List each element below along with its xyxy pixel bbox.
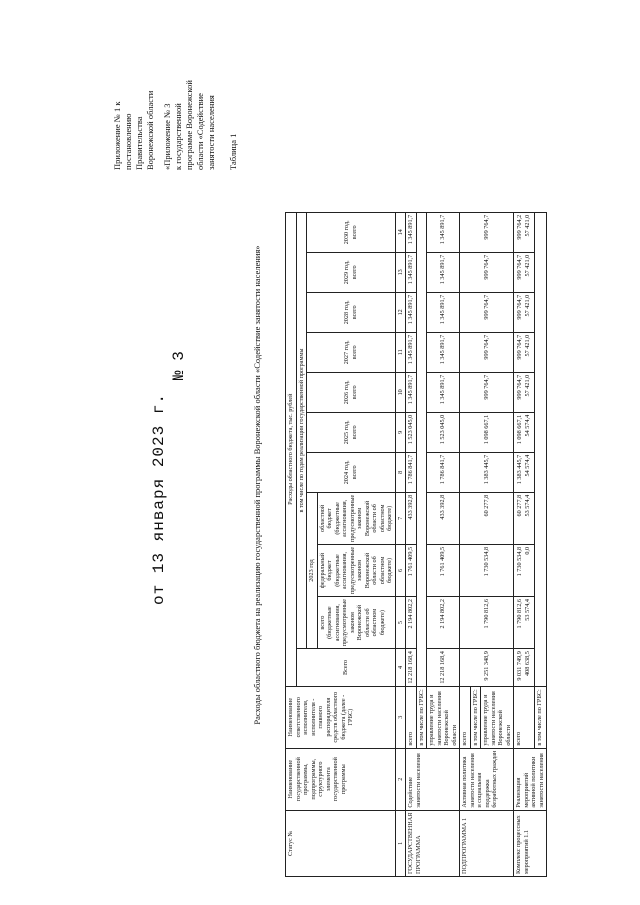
appendix-line: постановлению bbox=[123, 113, 133, 170]
cell-value: 57 421,0 bbox=[523, 214, 531, 237]
cell-2025: 1 523 045,0 bbox=[427, 412, 460, 452]
col-number: 7 bbox=[395, 492, 406, 544]
cell-2023-all: 2 194 802,2 bbox=[406, 597, 417, 649]
appendix-line: Правительства bbox=[134, 116, 144, 170]
table-row bbox=[460, 212, 471, 876]
row-executor-incl: в том числе по ГРБС: bbox=[534, 686, 546, 748]
cell-total bbox=[514, 649, 535, 686]
header-2025: 2025 год, всего bbox=[307, 412, 396, 452]
expenses-table bbox=[285, 212, 547, 877]
cell-2026 bbox=[514, 372, 535, 412]
header-2028: 2028 год, всего bbox=[307, 292, 396, 332]
col-number: 8 bbox=[395, 452, 406, 492]
table-title: Расходы областного бюджета на реализацию государственной программы Воронежской области «Содействие занятости населения» bbox=[252, 245, 262, 725]
cell-2023-all bbox=[514, 597, 535, 649]
header-all-funding: всего (бюджетные ассигнования, предусмотренные законом Воронежской области об областном бюджете) bbox=[317, 597, 395, 649]
header-2026: 2026 год, всего bbox=[307, 372, 396, 412]
col-number: 13 bbox=[395, 252, 406, 292]
appendix-line: к государственной bbox=[173, 103, 183, 170]
cell-2027 bbox=[514, 332, 535, 372]
cell-value: 60 277,8 bbox=[516, 494, 524, 517]
header-program-name: Наименование государственной программы, подпрограммы, структурного элемента государственной программы bbox=[286, 748, 396, 810]
cell-total: 12 218 168,4 bbox=[427, 649, 460, 686]
header-row-1 bbox=[286, 212, 297, 876]
row-executor-incl: в том числе по ГРБС: bbox=[416, 686, 427, 748]
col-number: 12 bbox=[395, 292, 406, 332]
cell-2030: 999 764,7 bbox=[460, 212, 514, 252]
cell-2025: 1 098 667,1 bbox=[460, 412, 514, 452]
col-number: 6 bbox=[395, 544, 406, 596]
column-number-row bbox=[395, 212, 406, 876]
cell-value: 57 421,0 bbox=[523, 294, 531, 317]
row-program-name: Содействие занятости населения bbox=[406, 748, 460, 810]
appendix-line: Приложение № 1 к bbox=[112, 101, 122, 170]
col-number: 14 bbox=[395, 212, 406, 252]
cell-2023-federal: 1 761 409,5 bbox=[427, 544, 460, 596]
col-number: 5 bbox=[395, 597, 406, 649]
cell-2023-regional bbox=[514, 492, 535, 544]
header-status: Статус № bbox=[286, 810, 396, 876]
row-status: Комплекс процессных мероприятий 1.1 bbox=[514, 810, 547, 876]
row-executor-total: всего bbox=[406, 686, 417, 748]
cell-2027: 999 764,7 bbox=[460, 332, 514, 372]
cell-2028: 1 345 891,7 bbox=[406, 292, 417, 332]
table-row bbox=[514, 212, 535, 876]
cell-2024: 1 786 841,7 bbox=[427, 452, 460, 492]
col-number: 10 bbox=[395, 372, 406, 412]
cell-2025: 1 523 045,0 bbox=[406, 412, 417, 452]
cell-2026: 1 345 891,7 bbox=[406, 372, 417, 412]
appendix-line: «Приложение № 3 bbox=[162, 103, 172, 170]
row-program-name: Активная политика занятости населения и социальная поддержка безработных граждан bbox=[460, 748, 514, 810]
cell-2023-regional: 433 392,8 bbox=[427, 492, 460, 544]
decree-date: от 13 января 2023 г. bbox=[150, 392, 168, 605]
cell-value: 999 764,2 bbox=[516, 214, 524, 240]
row-program-name: Реализация мероприятий активной политики занятости населения bbox=[514, 748, 547, 810]
cell-2026: 999 764,7 bbox=[460, 372, 514, 412]
cell-value: 54 574,4 bbox=[523, 414, 531, 437]
cell-2030: 1 345 891,7 bbox=[427, 212, 460, 252]
cell-2023-all: 2 194 802,2 bbox=[427, 597, 460, 649]
cell-2024 bbox=[514, 452, 535, 492]
col-number: 2 bbox=[395, 748, 406, 810]
cell-value: 57 421,0 bbox=[523, 334, 531, 357]
cell-value: 1 098 667,1 bbox=[516, 414, 524, 445]
cell-value: 0,0 bbox=[523, 546, 531, 555]
row-executor-total: всего bbox=[460, 686, 471, 748]
appendix-note bbox=[112, 0, 217, 170]
col-number: 1 bbox=[395, 810, 406, 876]
row-executor-incl: в том числе по ГРБС: bbox=[470, 686, 481, 748]
cell-value: 999 764,7 bbox=[516, 334, 524, 360]
col-number: 3 bbox=[395, 686, 406, 748]
cell-value: 53 574,4 bbox=[523, 494, 531, 517]
header-2030: 2030 год, всего bbox=[307, 212, 396, 252]
col-number: 9 bbox=[395, 412, 406, 452]
cell-2027: 1 345 891,7 bbox=[427, 332, 460, 372]
cell-2030 bbox=[514, 212, 535, 252]
col-number: 11 bbox=[395, 332, 406, 372]
header-2029: 2029 год, всего bbox=[307, 252, 396, 292]
header-executor: Наименование ответственного исполнителя, исполнителя - главного распорядителя средств областного бюджета (далее - ГРБС) bbox=[286, 686, 396, 748]
header-expenses: Расходы областного бюджета, тыс. рублей bbox=[286, 212, 297, 686]
cell-total: 9 251 348,9 bbox=[460, 649, 514, 686]
cell-2028 bbox=[514, 292, 535, 332]
cell-value: 54 574,4 bbox=[523, 454, 531, 477]
appendix-line: занятости населения bbox=[206, 95, 216, 170]
col-number: 4 bbox=[395, 649, 406, 686]
table-label: Таблица 1 bbox=[228, 133, 238, 170]
empty-cell bbox=[534, 212, 546, 686]
cell-value: 1 790 812,6 bbox=[516, 599, 524, 629]
cell-value: 999 764,7 bbox=[516, 294, 524, 320]
row-status: ГОСУДАРСТВЕННАЯ ПРОГРАММА bbox=[406, 810, 460, 876]
cell-2024: 1 786 841,7 bbox=[406, 452, 417, 492]
cell-2028: 1 345 891,7 bbox=[427, 292, 460, 332]
cell-value: 57 421,0 bbox=[523, 254, 531, 277]
table-row bbox=[406, 212, 417, 876]
row-executor-total: всего bbox=[514, 686, 535, 748]
header-2027: 2027 год, всего bbox=[307, 332, 396, 372]
cell-2024: 1 383 445,7 bbox=[460, 452, 514, 492]
cell-2023-regional: 433 392,8 bbox=[406, 492, 417, 544]
empty-cell bbox=[416, 212, 427, 686]
cell-value: 1 730 534,8 bbox=[516, 546, 524, 577]
cell-2030: 1 345 891,7 bbox=[406, 212, 417, 252]
cell-value: 408 638,5 bbox=[523, 651, 531, 676]
cell-2028: 999 764,7 bbox=[460, 292, 514, 332]
row-status: ПОДПРОГРАММА 1 bbox=[460, 810, 514, 876]
cell-value: 999 764,7 bbox=[516, 374, 524, 400]
cell-2029 bbox=[514, 252, 535, 292]
header-total: Всего bbox=[296, 649, 395, 686]
cell-2023-federal: 1 730 534,8 bbox=[460, 544, 514, 596]
row-executor-org: управление труда и занятости населения Воронежской области bbox=[481, 686, 514, 748]
cell-value: 57 421,0 bbox=[523, 374, 531, 397]
cell-2027: 1 345 891,7 bbox=[406, 332, 417, 372]
cell-2025 bbox=[514, 412, 535, 452]
cell-value: 9 031 749,9 bbox=[516, 651, 524, 681]
cell-value: 1 383 445,7 bbox=[516, 454, 524, 485]
cell-2029: 999 764,7 bbox=[460, 252, 514, 292]
header-year-2023: 2023 год bbox=[307, 492, 318, 648]
appendix-line: программе Воронежской bbox=[184, 80, 194, 170]
cell-value: 999 764,7 bbox=[516, 254, 524, 280]
cell-2023-regional: 60 277,8 bbox=[460, 492, 514, 544]
cell-2023-federal bbox=[514, 544, 535, 596]
header-regional: областной бюджет (бюджетные ассигнования, предусмотренные законом Воронежской области об областном бюджете) bbox=[317, 492, 395, 544]
header-federal: федеральный бюджет (бюджетные ассигнования, предусмотренные законом Воронежской области об областном бюджете) bbox=[317, 544, 395, 596]
appendix-line: области «Содействие bbox=[195, 93, 205, 170]
cell-total: 12 218 168,4 bbox=[406, 649, 417, 686]
cell-2029: 1 345 891,7 bbox=[427, 252, 460, 292]
cell-2026: 1 345 891,7 bbox=[427, 372, 460, 412]
header-incl-years: в том числе по годам реализации государственной программы bbox=[296, 212, 307, 648]
cell-2023-all: 1 790 812,6 bbox=[460, 597, 514, 649]
cell-value: 53 574,4 bbox=[523, 599, 531, 621]
decree-number: № 3 bbox=[170, 351, 188, 380]
row-executor-org: управление труда и занятости населения Воронежской области bbox=[427, 686, 460, 748]
appendix-line: Воронежской области bbox=[145, 90, 155, 170]
cell-2023-federal: 1 761 409,5 bbox=[406, 544, 417, 596]
cell-2029: 1 345 891,7 bbox=[406, 252, 417, 292]
header-2024: 2024 год, всего bbox=[307, 452, 396, 492]
